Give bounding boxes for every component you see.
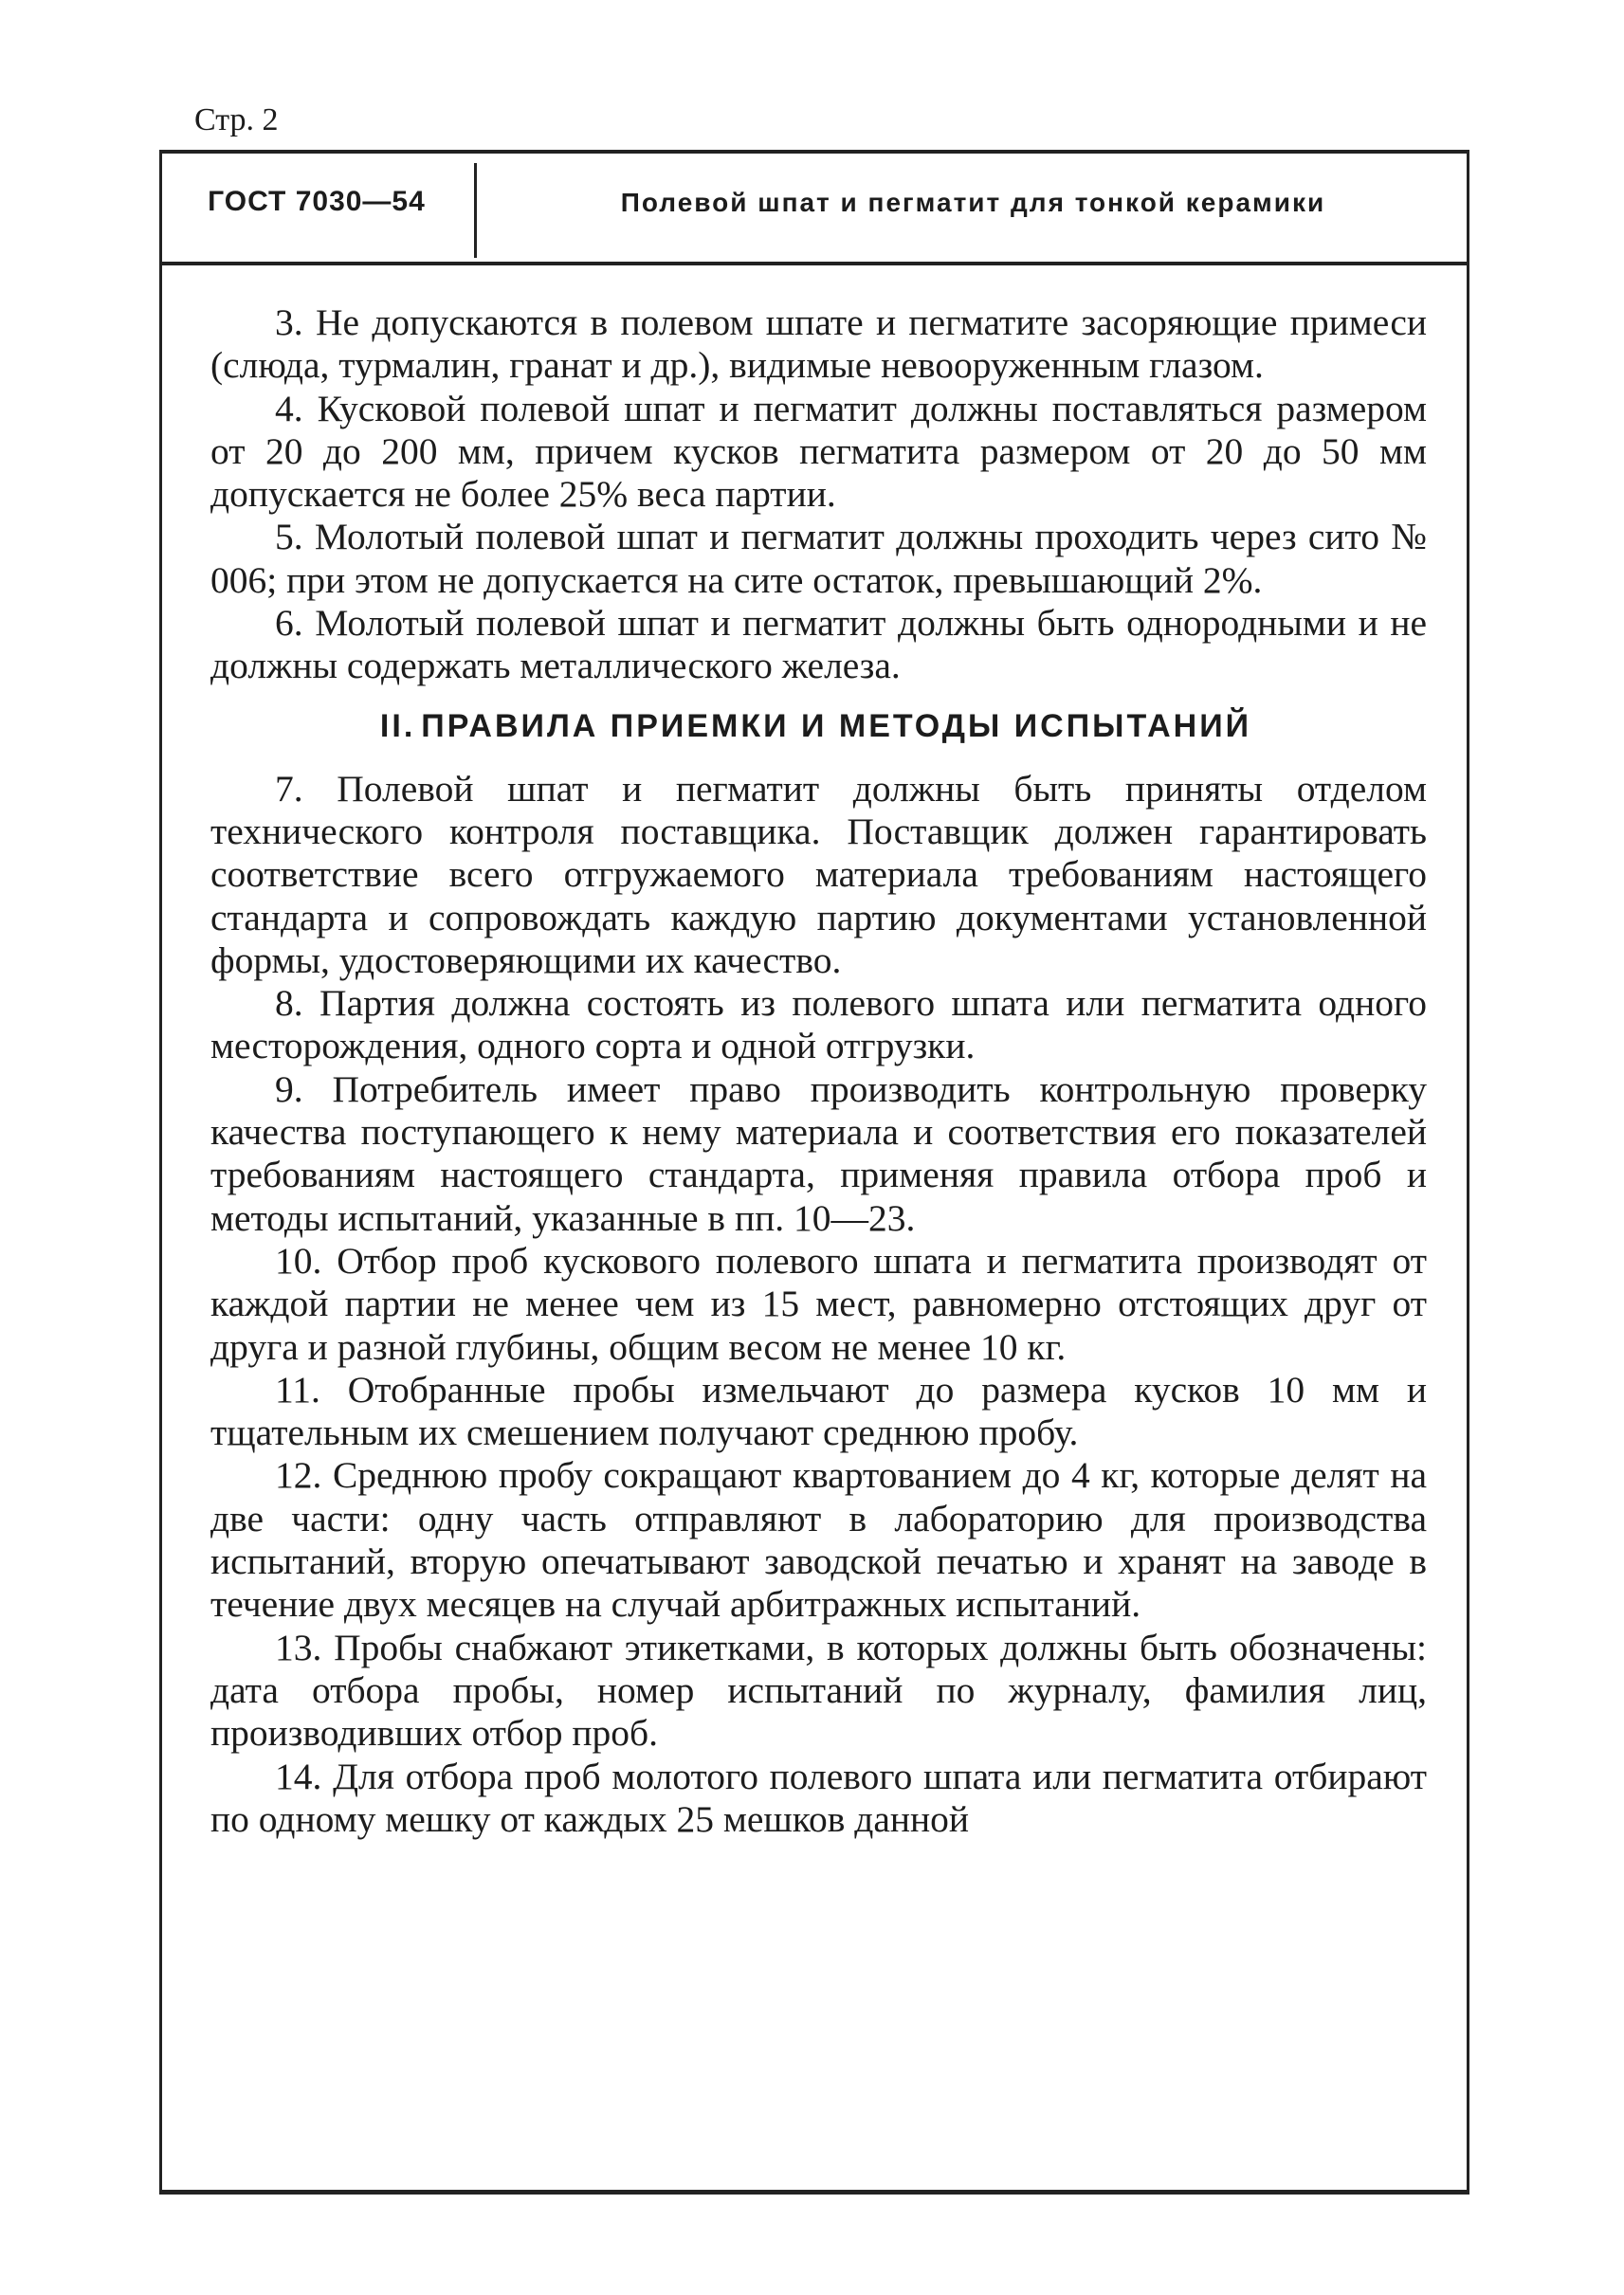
paragraph-3: 3. Не допускаются в полевом шпате и пегматите засоряющие примеси (слюда, турмалин, гранат и др.), видимые невооруженным глазом. — [210, 301, 1427, 387]
paragraph-5: 5. Молотый полевой шпат и пегматит должны проходить через сито № 006; при этом не допускается на сите остаток, превышающий 2%. — [210, 516, 1427, 601]
paragraph-10: 10. Отбор проб кускового полевого шпата и пегматита производят от каждой партии не менее чем из 15 мест, равномерно отстоящих друг от друга и разной глубины, общим весом не менее 10 кг. — [210, 1239, 1427, 1368]
paragraph-12: 12. Среднюю пробу сокращают квартованием до 4 кг, которые делят на две части: одну часть отправляют в лабораторию для производства испытаний, вторую опечатывают заводской печатью и хранят на заводе в течение двух месяцев на случай арбитражных испытаний. — [210, 1454, 1427, 1626]
header-top-rule — [159, 150, 1469, 154]
section-number: II. — [379, 707, 416, 744]
header-bottom-rule — [159, 262, 1469, 265]
section-heading — [210, 705, 1427, 747]
paragraph-11: 11. Отобранные пробы измельчают до размера кусков 10 мм и тщательным их смешением получают среднюю пробу. — [210, 1368, 1427, 1454]
standard-code: ГОСТ 7030—54 — [208, 186, 426, 217]
paragraph-7: 7. Полевой шпат и пегматит должны быть приняты отделом технического контроля поставщика. Поставщик должен гарантировать соответствие всего отгружаемого материала требованиям настоящего стандарта и сопровождать каждую партию документами установленной формы, удостоверяющими их качество. — [210, 767, 1427, 981]
document-body — [210, 301, 1427, 1841]
paragraph-4: 4. Кусковой полевой шпат и пегматит должны поставляться размером от 20 до 200 мм, причем кусков пегматита размером от 20 до 50 мм допускается не более 25% веса партии. — [210, 387, 1427, 516]
paragraph-14: 14. Для отбора проб молотого полевого шпата или пегматита отбирают по одному мешку от каждых 25 мешков данной — [210, 1755, 1427, 1840]
section-title: ПРАВИЛА ПРИЕМКИ И МЕТОДЫ ИСПЫТАНИЙ — [421, 707, 1252, 744]
page-number-label: Стр. 2 — [194, 102, 279, 137]
paragraph-9: 9. Потребитель имеет право производить контрольную проверку качества поступающего к нему материала и соответствия его показателей требованиям настоящего стандарта, применяя правила отбора проб и методы испытаний, указанные в пп. 10—23. — [210, 1067, 1427, 1239]
frame-bottom-rule — [159, 2190, 1469, 2195]
paragraph-6: 6. Молотый полевой шпат и пегматит должны быть однородными и не должны содержать металлического железа. — [210, 602, 1427, 687]
standard-title: Полевой шпат и пегматит для тонкой керамики — [620, 188, 1326, 217]
paragraph-8: 8. Партия должна состоять из полевого шпата или пегматита одного месторождения, одного сорта и одной отгрузки. — [210, 982, 1427, 1067]
paragraph-13: 13. Пробы снабжают этикетками, в которых должны быть обозначены: дата отбора пробы, номер испытаний по журналу, фамилия лиц, производивших отбор проб. — [210, 1626, 1427, 1755]
